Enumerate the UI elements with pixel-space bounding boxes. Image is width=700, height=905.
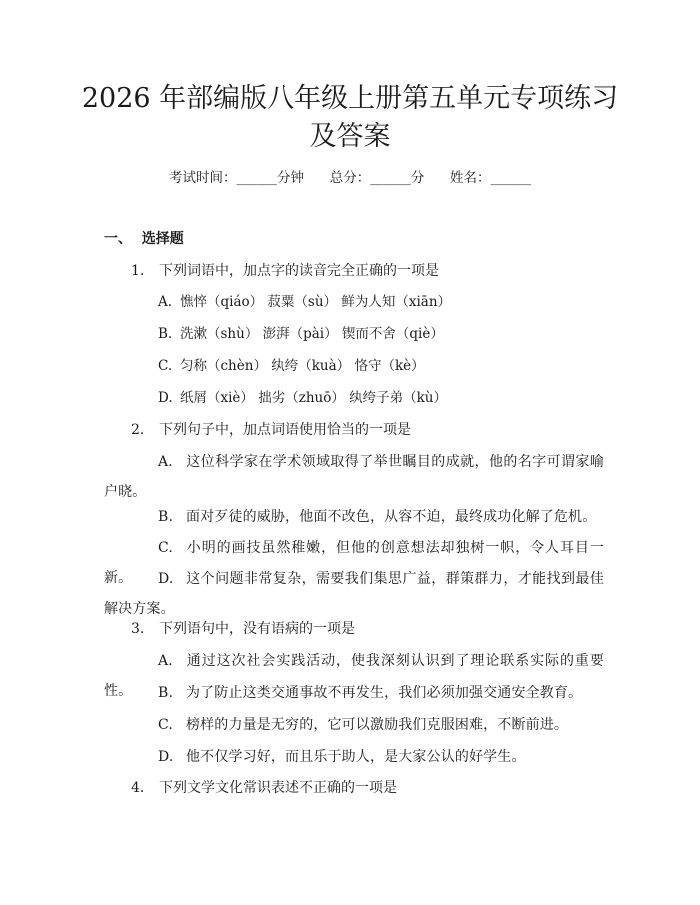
- option-2d: [104, 564, 604, 624]
- option-label: A.: [158, 454, 173, 470]
- option-label: A.: [158, 294, 173, 310]
- option-text: 小明的画技虽然稚嫩，但他的创意想法却独树一帜，令人耳目一新。: [104, 540, 604, 586]
- option-label: D.: [158, 571, 174, 587]
- document-title-line2: 及答案: [309, 121, 391, 152]
- question-stem: 下列语句中，没有语病的一项是: [159, 621, 355, 637]
- option-1d: [158, 388, 447, 408]
- section-heading: 一、 选择题: [104, 231, 184, 247]
- question-number: 1.: [131, 263, 145, 279]
- option-label: A.: [158, 653, 173, 669]
- option-3d: [104, 742, 604, 772]
- option-text: 榜样的力量是无穷的，它可以激励我们克服困难，不断前进。: [186, 717, 569, 733]
- option-label: D.: [158, 390, 173, 406]
- option-2b: [104, 502, 604, 532]
- option-1a: [158, 292, 451, 312]
- question-number: 3.: [131, 621, 145, 637]
- question-number: 4.: [131, 780, 145, 796]
- option-text: 洗漱（shù） 澎湃（pài） 锲而不舍（qiè）: [180, 326, 444, 342]
- question-stem: 下列文学文化常识表述不正确的一项是: [159, 780, 397, 796]
- option-text: 匀称（chèn） 纨绔（kuà） 恪守（kè）: [180, 358, 425, 374]
- option-3b: [104, 678, 604, 708]
- question-3: [131, 619, 355, 639]
- option-label: B.: [158, 509, 174, 525]
- question-1: [131, 261, 439, 281]
- option-text: 他不仅学习好，而且乐于助人，是大家公认的好学生。: [186, 749, 526, 765]
- option-text: 这个问题非常复杂，需要我们集思广益，群策群力，才能找到最佳解决方案。: [104, 571, 604, 617]
- option-label: D.: [158, 749, 174, 765]
- exam-meta: 考试时间：______分钟 总分：______分 姓名：______: [169, 170, 531, 186]
- option-text: 为了防止这类交通事故不再发生，我们必须加强交通安全教育。: [186, 685, 583, 701]
- question-number: 2.: [131, 422, 145, 438]
- option-text: 面对歹徒的威胁，他面不改色，从容不迫，最终成功化解了危机。: [186, 509, 597, 525]
- option-text: 这位科学家在学术领域取得了举世瞩目的成就，他的名字可谓家喻户晓。: [104, 454, 604, 500]
- option-text: 通过这次社会实践活动，使我深刻认识到了理论联系实际的重要性。: [104, 653, 604, 699]
- question-stem: 下列词语中，加点字的读音完全正确的一项是: [159, 263, 439, 279]
- question-2: [131, 420, 411, 440]
- document-title-line1: 2026 年部编版八年级上册第五单元专项练习: [81, 83, 619, 114]
- option-1c: [158, 356, 425, 376]
- option-label: B.: [158, 685, 174, 701]
- option-2a: [104, 447, 604, 507]
- option-label: C.: [158, 540, 173, 556]
- option-label: B.: [158, 326, 173, 342]
- option-text: 憔悴（qiáo） 菽粟（sù） 鲜为人知（xiān）: [180, 294, 452, 310]
- question-4: [131, 778, 397, 798]
- option-1b: [158, 324, 444, 344]
- option-label: C.: [158, 358, 173, 374]
- option-text: 纸屑（xiè） 拙劣（zhuō） 纨绔子弟（kù）: [180, 390, 448, 406]
- option-3c: [104, 710, 604, 740]
- option-label: C.: [158, 717, 173, 733]
- question-stem: 下列句子中，加点词语使用恰当的一项是: [159, 422, 411, 438]
